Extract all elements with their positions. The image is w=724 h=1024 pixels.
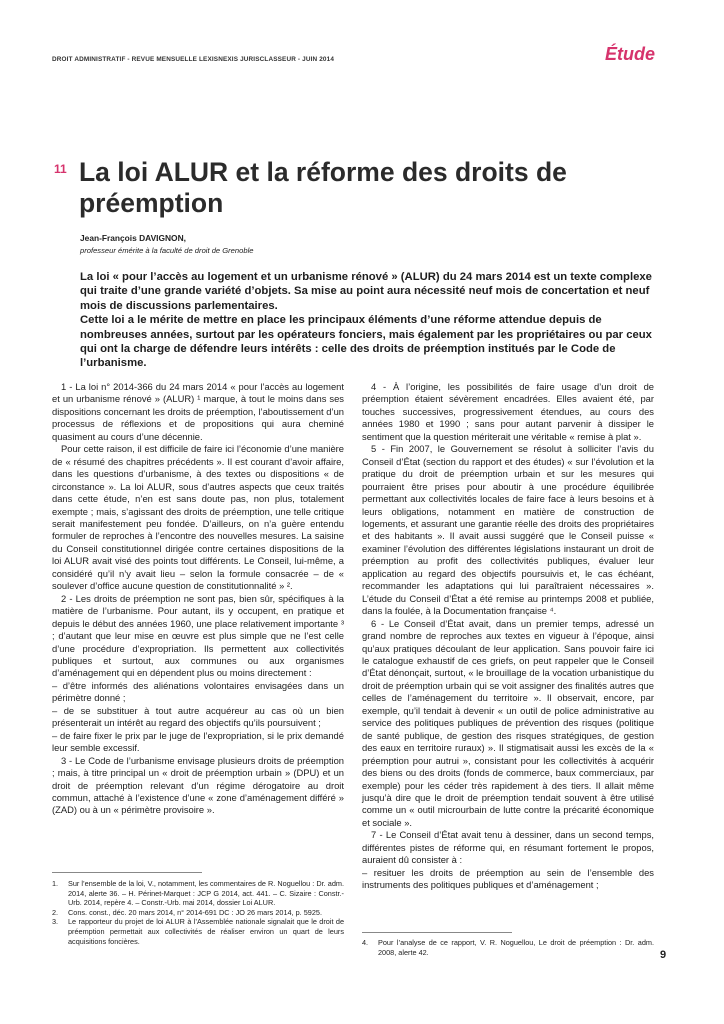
paragraph: 2 - Les droits de préemption ne sont pas, bien sûr, spécifiques à la matière de l’urbanisme. Pour autant, ils y occupent, en pratique et depuis le début des années 1960, une place relativement importante ³ ; d’autant que leur mise en œuvre est plus simple que ne l’est celle d’une procédure d’expropriation. Ils permettent aux collectivités publiques et surtout, aux communes ou aux organismes d’aménagement qui en dépendent plus ou moins directement :	[52, 592, 344, 679]
abstract-paragraph: La loi « pour l’accès au logement et un urbanisme rénové » (ALUR) du 24 mars 2014 est un texte complexe qui traite d’une grande variété d’objets. Sa mise au point aura nécessité neuf mois de concertation et neuf mois de discussions parlementaires.	[80, 271, 652, 312]
running-head: DROIT ADMINISTRATIF - REVUE MENSUELLE LEXISNEXIS JURISCLASSEUR - JUIN 2014	[52, 56, 335, 63]
footnote-text: Le rapporteur du projet de loi ALUR à l’Assemblée nationale signalait que le droit de préemption permettait aux collectivités de réaliser environ un quart de leurs acquisitions foncières.	[68, 917, 344, 946]
footnote	[52, 879, 344, 908]
footnote-divider	[362, 932, 512, 933]
footnote-number: 3.	[52, 917, 59, 927]
section-label: Étude	[604, 44, 655, 64]
list-item: – de faire fixer le prix par le juge de l’expropriation, si le prix demandé leur semble excessif.	[52, 729, 344, 754]
footnote-divider	[52, 872, 202, 873]
footnote	[52, 917, 344, 946]
list-item: – d’être informés des aliénations volontaires envisagées dans un périmètre donné ;	[52, 679, 344, 704]
list-item: – de se substituer à tout autre acquéreur au cas où un bien présenterait un intérêt au regard des objectifs qu’ils poursuivent ;	[52, 704, 344, 729]
page-number: 9	[660, 949, 667, 961]
list-item: – resituer les droits de préemption au sein de l’ensemble des instruments des politiques publiques et d’aménagement ;	[362, 866, 654, 891]
abstract	[80, 270, 654, 371]
body-column-right	[362, 381, 654, 892]
footnote-number: 1.	[52, 879, 59, 888]
abstract-paragraph: Cette loi a le mérite de mettre en place les principaux éléments d’une réforme attendue depuis de nombreuses années, surtout par les opérateurs fonciers, mais également par les propriétaires ou par ceux qui ont la charge de défendre leurs intérêts : celle des droits de préemption institués par le Code de l’urbanisme.	[80, 314, 652, 370]
paragraph: 1 - La loi n° 2014-366 du 24 mars 2014 « pour l’accès au logement et un urbanisme rénové » (ALUR) ¹ marque, à tout le moins dans ses dispositions concernant les droits de préemption, l’aboutissement d’un processus de réflexions et de propositions qui aura cheminé quasiment au cours d’une décennie.	[52, 381, 344, 442]
footnote	[52, 908, 344, 918]
footnote-text: Cons. const., déc. 20 mars 2014, n° 2014-691 DC : JO 26 mars 2014, p. 5925.	[68, 907, 322, 917]
paragraph: Pour cette raison, il est difficile de faire ici l’économie d’une manière de « résumé des chapitres précédents ». Il est courant d’avoir affaire, dans les questions d’urbanisme, à des textes ou dispositions « de circonstance ». La loi ALUR, sous d’autres aspects que ceux traités dans cette étude, n’en est sans doute pas, non plus, totalement exempte ; mais, s’agissant des droits de préemption, une telle critique serait manifestement peu fondée. D’ailleurs, on n’a guère entendu formuler de reproches à l’encontre des nouvelles mesures. La saisine du Conseil constitutionnel dirigée contre certaines dispositions de la loi ALUR avait visé des points tout différents. Le Conseil, lui-même, a considéré qu’il n’y avait lieu – selon la formule consacrée – de « soulever d’office aucune question de constitutionnalité » ².	[52, 443, 344, 592]
article-number: 11	[54, 162, 67, 176]
footnote-text: Sur l’ensemble de la loi, V., notamment, les commentaires de R. Noguellou : Dr. adm. 2014, alerte 36. – H. Périnet-Marquet : JCP G 2014, act. 441. – C. Sizaire : Constr.-Urb. 2014, repère 4. – Constr.-Urb. mai 2014, dossier Loi ALUR.	[68, 879, 344, 908]
body-column-left	[52, 381, 344, 817]
author-role: professeur émérite à la faculté de droit de Grenoble	[80, 246, 254, 255]
footnote-number: 4.	[362, 938, 369, 947]
footnote-text: Pour l’analyse de ce rapport, V. R. Noguellou, Le droit de préemption : Dr. adm. 2008, alerte 42.	[378, 938, 654, 957]
paragraph: 6 - Le Conseil d’État avait, dans un premier temps, adressé un grand nombre de reproches aux textes en vigueur à l’époque, ainsi qu’aux pratiques découlant de leur application. Sans pouvoir faire ici le catalogue exhaustif de ces griefs, on peut rappeler que le Conseil d’État dénonçait, surtout, « le brouillage de la vocation urbanistique du droit de préemption urbain qui se voit assigner des finalités autres que celles de l’aménagement du territoire ». Il observait, encore, par exemple, qu’il tendait à devenir « un outil de police administrative au service des politiques publiques de prévention des risques (politique de santé publique, de gestion des risques stratégiques, de gestion des eaux en territoire ruraux) ». Il stigmatisait aussi les excès de la « préemption pour autrui », consistant pour les collectivités à acquérir des biens ou des droits (fonds de commerce, baux commerciaux, par exemple) pour les céder très rapidement à des tiers. Il allait même jusqu’à dire que le droit de préemption tendait souvent à être utilisé comme un « outil microurbain de lutte contre la précarité économique et sociale ».	[362, 617, 654, 828]
paragraph: 5 - Fin 2007, le Gouvernement se résolut à solliciter l’avis du Conseil d’État (section du rapport et des études) « sur l’évolution et la pratique du droit de préemption urbain et sur les mesures qui pourraient être prises pour aboutir à une procédure équilibrée permettant aux collectivités locales de faire face à leurs besoins et à leurs obligations, notamment en matière de construction de logements, et assurant une garantie réelle des droits des propriétaires et des habitants ». Il avait aussi suggéré que le Conseil puisse « examiner l’évolution des différentes législations instaurant un droit de préemption au profit des collectivités publiques, évaluer leur application au regard des objectifs poursuivis et, le cas échéant, recommander les adaptations qui lui paraîtraient nécessaires ». L’étude du Conseil d’État a été remise au printemps 2008 et publiée, dans la foulée, à la Documentation française ⁴.	[362, 443, 654, 617]
footnotes-left	[52, 879, 344, 946]
footnote-number: 2.	[52, 907, 59, 917]
footnotes-right	[362, 938, 654, 957]
article-title: La loi ALUR et la réforme des droits de préemption	[79, 157, 567, 218]
paragraph: 4 - À l’origine, les possibilités de faire usage d’un droit de préemption étaient sévèrement encadrées. Elles avaient été, par touches successives, progressivement étendues, au cours des années 1980 et 1990 ; sans pour autant parvenir à dissiper le sentiment que la question mériterait une véritable « remise à plat ».	[362, 381, 654, 442]
footnote	[362, 938, 654, 957]
author-name: Jean-François DAVIGNON,	[80, 233, 186, 243]
paragraph: 7 - Le Conseil d’État avait tenu à dessiner, dans un second temps, différentes pistes de réforme qui, en résumant fortement le propos, auraient dû consister à :	[362, 829, 654, 866]
paragraph: 3 - Le Code de l’urbanisme envisage plusieurs droits de préemption ; mais, à titre principal un « droit de préemption urbain » (DPU) et un droit de préemption relevant d’un régime dérogatoire au droit commun, attaché à l’existence d’une « zone d’aménagement différé » (ZAD) ou à un « périmètre provisoire ».	[52, 754, 344, 816]
